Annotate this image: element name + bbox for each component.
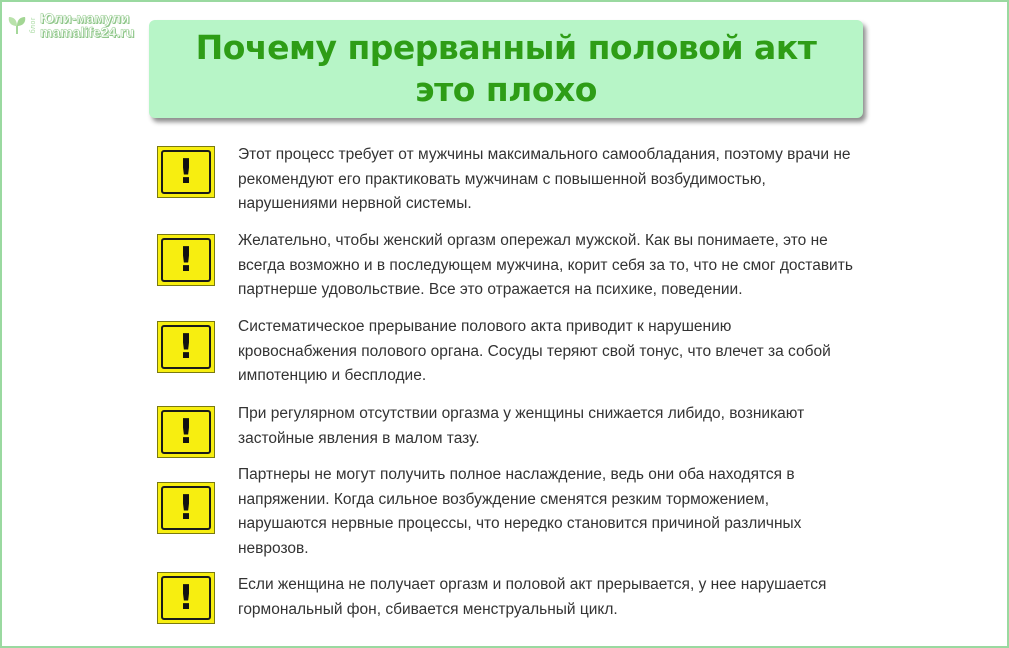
list-item-text: Если женщина не получает оргазм и половой акт прерывается, у нее нарушается гормональный фон, сбивается менструальный цикл.: [238, 576, 827, 618]
exclamation-warning-sign-icon: !: [157, 321, 215, 373]
site-logo[interactable]: [6, 10, 134, 40]
exclamation-warning-sign-icon: !: [157, 572, 215, 624]
title-line-1: Почему прерванный половой акт: [195, 28, 817, 67]
logo-line-1: Юли-мамули: [40, 10, 130, 26]
list-item-text: Желательно, чтобы женский оргазм опережал мужской. Как вы понимаете, это не всегда возможно и в последующем мужчина, корит себя за то, что не смог доставить партнерше удовольствие. Все это отражается на психике, поведении.: [238, 232, 853, 298]
exclamation-warning-sign-icon: !: [157, 234, 215, 286]
leaf-icon: [6, 14, 28, 36]
logo-line-2: mamalife24.ru: [40, 24, 135, 40]
list-item-text: Систематическое прерывание полового акта приводит к нарушению кровоснабжения полового органа. Сосуды теряют свой тонус, что влечет за собой импотенцию и бесплодие.: [238, 318, 831, 384]
list-item-text: При регулярном отсутствии оргазма у женщины снижается либидо, возникают застойные явления в малом тазу.: [238, 405, 805, 447]
title-line-2: это плохо: [415, 70, 597, 109]
list-item-text: Этот процесс требует от мужчины максимального самообладания, поэтому врачи не рекомендуют его практиковать мужчинам с повышенной возбудимостью, нарушениями нервной системы.: [238, 146, 851, 212]
logo-side-text: блог: [30, 16, 37, 34]
list-item-text: Партнеры не могут получить полное наслаждение, ведь они оба находятся в напряжении. Когда сильное возбуждение сменятся резким торможением, нарушаются нервные процессы, что нередко становится причиной различных неврозов.: [238, 466, 802, 557]
title-banner: [149, 20, 863, 118]
exclamation-warning-sign-icon: !: [157, 406, 215, 458]
exclamation-warning-sign-icon: !: [157, 146, 215, 198]
logo-text: [40, 11, 134, 39]
exclamation-warning-sign-icon: !: [157, 482, 215, 534]
